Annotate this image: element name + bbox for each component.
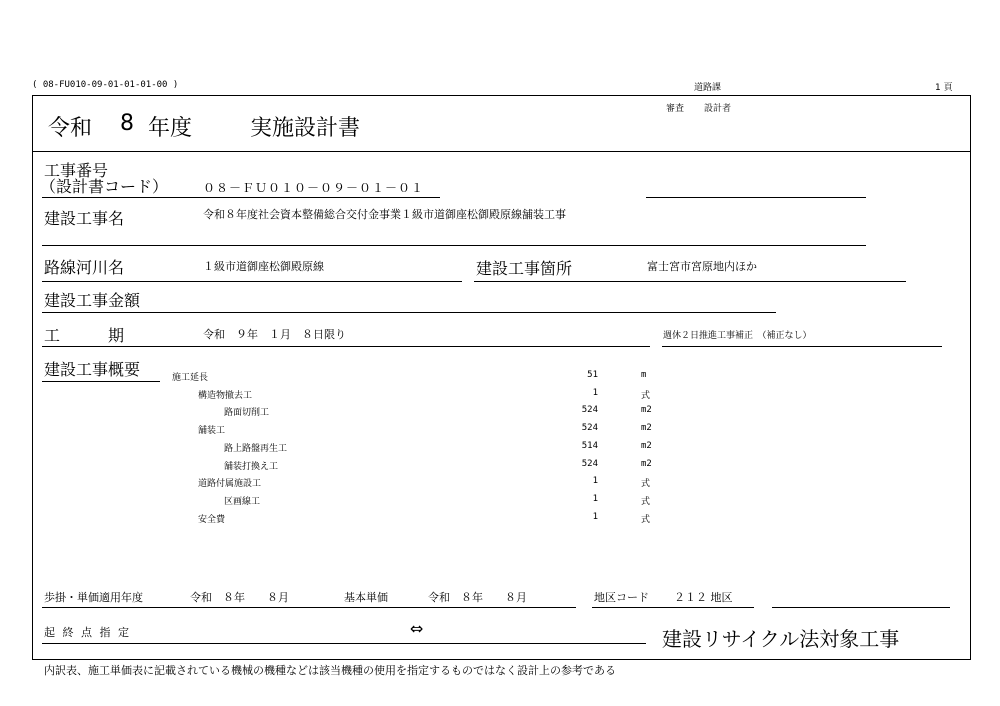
summary-item-unit: 式 (641, 391, 651, 401)
department: 道路課 (694, 83, 722, 93)
location-underline (474, 281, 906, 282)
work-number-sub-label: （設計書コード） (40, 177, 169, 196)
work-number-extra-line (646, 197, 866, 198)
work-number-underline (42, 197, 440, 198)
summary-item-qty: 524 (581, 405, 598, 415)
route-underline (42, 281, 462, 282)
summary-item-qty: 1 (592, 512, 598, 522)
summary-item-qty: 524 (581, 459, 598, 469)
route-value: １級市道御座松御殿原線 (203, 260, 324, 273)
location-label: 建設工事箇所 (476, 259, 573, 278)
summary-item-unit: m2 (641, 459, 652, 469)
district-label: 地区コード (594, 591, 649, 604)
summary-item-name: 舗装打換え工 (224, 462, 279, 472)
route-label: 路線河川名 (44, 258, 125, 277)
summary-item-qty: 51 (587, 370, 598, 380)
amount-underline (42, 312, 776, 313)
summary-underline (42, 381, 160, 382)
work-name-value: 令和８年度社会資本整備総合交付金事業１級市道御座松御殿原線舗装工事 (203, 208, 566, 221)
review-label: 審査 (666, 104, 685, 114)
summary-item-name: 施工延長 (172, 373, 209, 383)
summary-item-name: 安全費 (198, 515, 226, 525)
summary-item-qty: 524 (581, 423, 598, 433)
summary-item-unit: m2 (641, 405, 652, 415)
title-divider (32, 151, 971, 152)
district-extra-line (772, 607, 950, 608)
work-name-underline (42, 245, 866, 246)
summary-item-unit: 式 (641, 479, 651, 489)
summary-item-unit: 式 (641, 515, 651, 525)
district-underline (592, 607, 754, 608)
summary-item-unit: m (641, 370, 647, 380)
summary-item-qty: 1 (592, 476, 598, 486)
title-year-suffix: 年度 (148, 116, 193, 141)
summary-item-name: 路上路盤再生工 (224, 444, 288, 454)
summary-item-qty: 514 (581, 441, 598, 451)
page-title: 実施設計書 (250, 116, 361, 141)
unit-price-year-value: 令和 ８年 ８月 (190, 591, 289, 604)
designer-label: 設計者 (704, 104, 732, 114)
summary-item-name: 路面切削工 (224, 408, 270, 418)
doc-code: ( 08-FU010-09-01-01-01-00 ) (32, 80, 179, 90)
summary-item-name: 区画線工 (224, 497, 261, 507)
summary-item-qty: 1 (592, 388, 598, 398)
summary-item-unit: m2 (641, 423, 652, 433)
title-year: 8 (120, 111, 134, 136)
page-number: 1 頁 (935, 83, 953, 93)
summary-label: 建設工事概要 (44, 360, 141, 379)
title-era: 令和 (48, 116, 93, 141)
amount-label: 建設工事金額 (44, 291, 141, 310)
start-end-label: 起 終 点 指 定 (44, 626, 131, 639)
base-price-value: 令和 ８年 ８月 (428, 591, 527, 604)
summary-item-name: 道路付属施設工 (198, 479, 262, 489)
summary-item-name: 構造物撤去工 (198, 391, 253, 401)
period-underline (42, 346, 650, 347)
district-value: ２１２ 地区 (674, 591, 733, 604)
summary-item-unit: 式 (641, 497, 651, 507)
start-end-underline (42, 643, 646, 644)
recycle-law-label: 建設リサイクル法対象工事 (662, 627, 900, 651)
bidirectional-arrow-icon: ⇔ (410, 619, 424, 638)
footer-row1-underline (42, 607, 576, 608)
unit-price-year-label: 歩掛・単価適用年度 (44, 591, 143, 604)
period-value: 令和 ９年 １月 ８日限り (203, 328, 346, 341)
summary-item-unit: m2 (641, 441, 652, 451)
base-price-label: 基本単価 (344, 591, 388, 604)
period-note-underline (662, 346, 942, 347)
location-value: 富士宮市宮原地内ほか (647, 260, 757, 273)
summary-item-qty: 1 (592, 494, 598, 504)
work-number-label: 工事番号 (44, 161, 109, 180)
period-note: 週休２日推進工事補正 （補正なし） (663, 331, 812, 341)
work-number-value: ０８－ＦＵ０１０－０９－０１－０１ (203, 181, 425, 195)
period-label: 工 期 (44, 326, 125, 345)
work-name-label: 建設工事名 (44, 209, 125, 228)
summary-item-name: 舗装工 (198, 426, 226, 436)
footnote: 内訳表、施工単価表に記載されている機械の機種などは該当機種の使用を指定するものではなく設計上の参考である (44, 664, 616, 677)
